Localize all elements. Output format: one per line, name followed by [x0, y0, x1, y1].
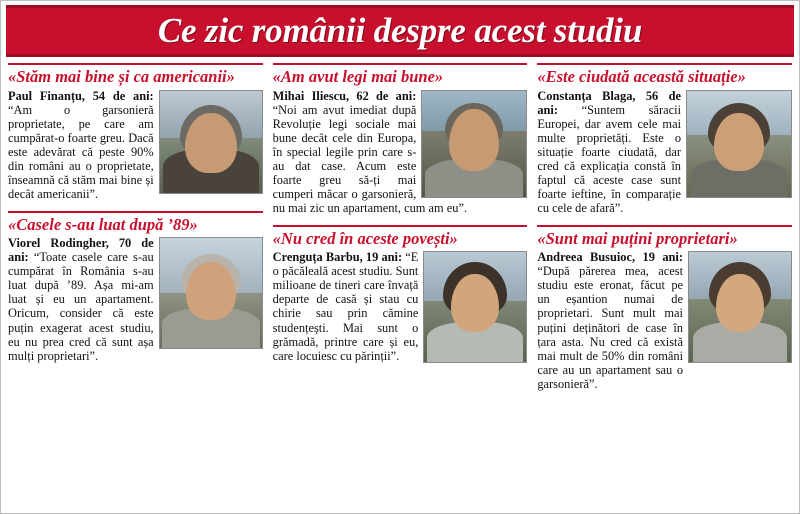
testimonial-name-age: Paul Finanțu, 54 de ani: — [8, 88, 154, 103]
testimonial-headline: «Stăm mai bine și ca americanii» — [8, 67, 235, 86]
testimonial-headline: «Am avut legi mai bune» — [272, 67, 444, 86]
testimonial-headline: «Nu cred în aceste povești» — [272, 228, 458, 248]
photo-andreea-busuioc — [688, 251, 792, 363]
article-header-banner — [6, 5, 794, 57]
photo-crenguta-barbu — [423, 251, 527, 363]
testimonial-name-age: Viorel Rodingher, 70 de ani: — [8, 236, 154, 265]
testimonial-paul-finantu — [8, 63, 263, 201]
testimonial-name-age: Andreea Busuioc, 19 ani: — [537, 250, 684, 265]
testimonial-headline: «Casele s-au luat după ’89» — [8, 214, 198, 234]
testimonial-andreea-busuioc — [537, 225, 792, 391]
testimonial-mihai-iliescu — [273, 63, 528, 215]
testimonial-headline: «Sunt mai puțini proprietari» — [537, 228, 738, 248]
divider — [273, 63, 528, 65]
divider — [537, 63, 792, 65]
divider — [8, 211, 263, 213]
testimonial-quote: “Am o garsonieră proprietate, pe care am cumpărat-o foarte greu. Dacă este adevărat că peste 90% din români au o proprietate, înseamnă că stăm mai bine și decât americanii”. — [8, 102, 154, 201]
testimonial-name-age: Mihai Iliescu, 62 de ani: — [272, 88, 417, 103]
article-columns — [1, 57, 799, 509]
photo-constanta-blaga — [686, 90, 792, 198]
divider — [273, 225, 528, 227]
divider — [537, 225, 792, 227]
testimonial-crenguta-barbu — [273, 225, 528, 367]
testimonial-quote: “Suntem săracii Europei, dar avem cele mai multe proprietăți. Este o situație foarte ciudată, dar cred că explicația constă în faptul că aceste case sunt foarte ieftine, în comparație cu cele de afară”. — [537, 102, 682, 215]
testimonial-quote: “E o păcăleală acest studiu. Sunt milioane de tineri care învață departe de casă și stau cu chirie sau prin cămine studențești. Mai sunt o grămadă, printre care și eu, care locuiesc cu părinții”. — [272, 250, 419, 363]
testimonial-constanta-blaga — [537, 63, 792, 215]
photo-mihai-iliescu — [421, 90, 527, 198]
testimonial-quote: “Noi am avut imediat după Revoluție legi sociale mai bune decât cele din Europa, în special legile prin care s-au dat case. Acum este foarte greu să-ți mai cumperi măcar o garsonieră, nu mai zic un apartament, cum am eu”. — [272, 102, 468, 215]
column-1 — [8, 63, 263, 505]
divider — [8, 63, 263, 65]
column-2 — [273, 63, 528, 505]
photo-viorel-rodingher — [159, 237, 263, 349]
testimonial-name-age: Constanța Blaga, 56 de ani: — [537, 88, 682, 117]
testimonial-quote: “După părerea mea, acest studiu este eronat, făcut pe un eșantion numai de proprietari. Sunt mult mai puțini deținători de case în țara asta. Nu cred că există mai mult de 50% din români care au un apartament sau o garsonieră”. — [537, 264, 684, 391]
photo-paul-finantu — [159, 90, 263, 194]
testimonial-name-age: Crenguța Barbu, 19 ani: — [272, 250, 403, 265]
testimonial-viorel-rodingher — [8, 211, 263, 363]
page-title: Ce zic românii despre acest studiu — [157, 11, 643, 50]
column-3 — [537, 63, 792, 505]
testimonial-headline: «Este ciudată această situație» — [537, 67, 746, 86]
testimonial-quote: “Toate casele care s-au cumpărat în România s-au luat după ’89. Așa mi-am luat și eu un apartament. Oricum, consider că este puțin exagerat acest studiu, eu nu prea cred că sunt așa mulți proprietari”. — [8, 250, 154, 363]
